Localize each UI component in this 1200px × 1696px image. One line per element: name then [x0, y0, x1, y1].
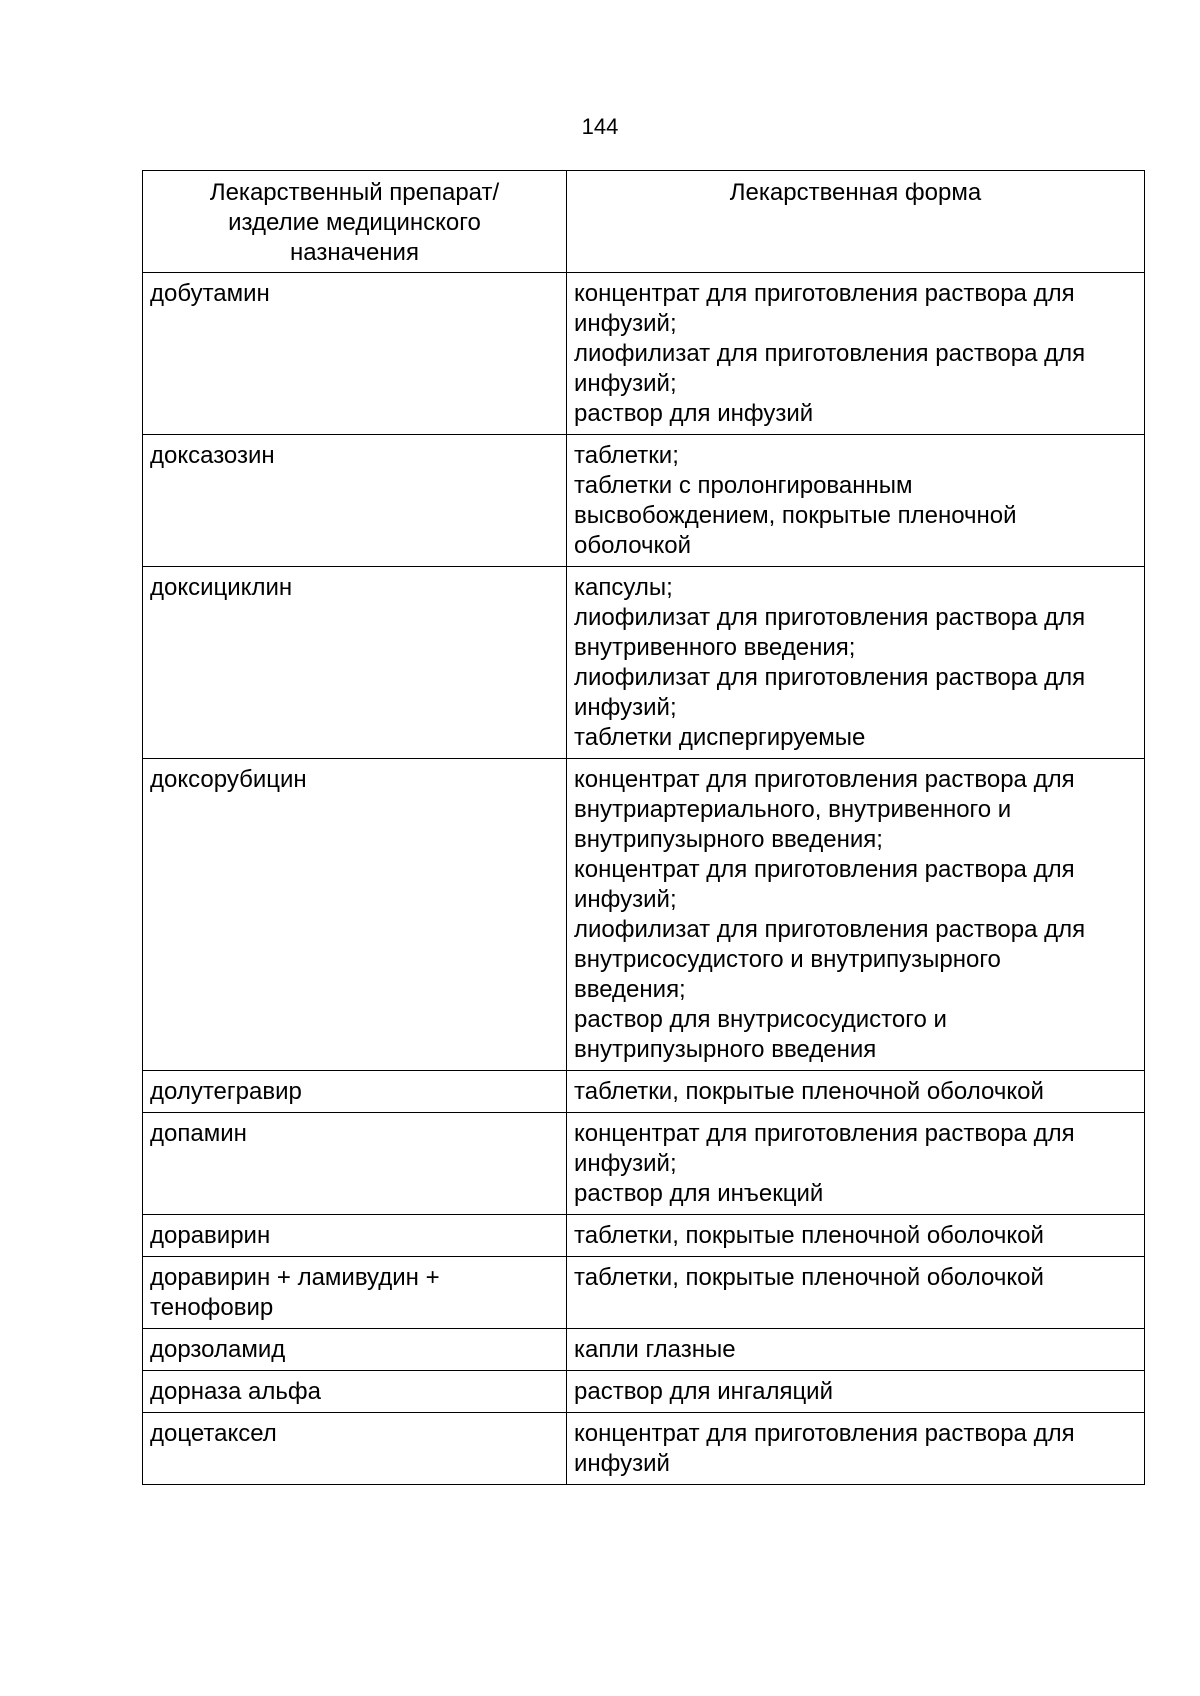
drug-name-cell: долутегравир: [143, 1071, 567, 1113]
table-row: [143, 1071, 1145, 1113]
header-drug-line: назначения: [290, 239, 419, 266]
table-row: [143, 1371, 1145, 1413]
dosage-form-line: лиофилизат для приготовления раствора для: [574, 604, 1086, 631]
dosage-form-line: концентрат для приготовления раствора для: [574, 1120, 1075, 1147]
dosage-form-line: раствор для внутрисосудистого и: [574, 1006, 947, 1033]
dosage-form-cell: [567, 273, 1145, 435]
header-form-line: Лекарственная форма: [729, 179, 982, 206]
drug-name-cell: доравирин: [143, 1215, 567, 1257]
dosage-form-line: таблетки, покрытые пленочной оболочкой: [574, 1078, 1044, 1105]
dosage-form-line: таблетки диспергируемые: [574, 724, 866, 751]
page-number: 144: [581, 114, 619, 139]
dosage-form-line: внутрипузырного введения: [574, 1036, 877, 1063]
dosage-form-line: инфузий;: [574, 1150, 677, 1177]
dosage-form-line: концентрат для приготовления раствора для: [574, 1420, 1075, 1447]
dosage-form-line: таблетки, покрытые пленочной оболочкой: [574, 1264, 1044, 1291]
table-row: [143, 1215, 1145, 1257]
table-row: [143, 435, 1145, 567]
dosage-form-cell: [567, 759, 1145, 1071]
dosage-form-line: оболочкой: [574, 532, 692, 559]
dosage-form-line: лиофилизат для приготовления раствора для: [574, 340, 1086, 367]
dosage-form-cell: [567, 1071, 1145, 1113]
dosage-form-line: высвобождением, покрытые пленочной: [574, 502, 1017, 529]
table-header-row: [143, 171, 1145, 273]
dosage-form-line: таблетки, покрытые пленочной оболочкой: [574, 1222, 1044, 1249]
dosage-form-line: внутрисосудистого и внутрипузырного: [574, 946, 1001, 973]
table-row: [143, 1329, 1145, 1371]
drug-name-cell: добутамин: [143, 273, 567, 435]
drug-name-cell: дорзоламид: [143, 1329, 567, 1371]
dosage-form-line: инфузий;: [574, 886, 677, 913]
drug-name-cell: дорназа альфа: [143, 1371, 567, 1413]
drug-name-cell: доцетаксел: [143, 1413, 567, 1485]
table-row: [143, 273, 1145, 435]
drug-name-cell: доравирин + ламивудин + тенофовир: [143, 1257, 567, 1329]
table-row: [143, 1113, 1145, 1215]
dosage-form-line: концентрат для приготовления раствора для: [574, 856, 1075, 883]
dosage-form-line: таблетки;: [574, 442, 679, 469]
drug-table: [142, 170, 1145, 1485]
dosage-form-line: концентрат для приготовления раствора для: [574, 766, 1075, 793]
dosage-form-line: капсулы;: [574, 574, 673, 601]
header-drug-line: Лекарственный препарат/: [209, 179, 500, 206]
dosage-form-cell: [567, 567, 1145, 759]
table-row: [143, 1413, 1145, 1485]
dosage-form-line: лиофилизат для приготовления раствора для: [574, 664, 1086, 691]
dosage-form-line: раствор для инфузий: [574, 400, 814, 427]
dosage-form-cell: [567, 1113, 1145, 1215]
dosage-form-line: внутривенного введения;: [574, 634, 856, 661]
dosage-form-line: концентрат для приготовления раствора для: [574, 280, 1075, 307]
header-drug: [143, 171, 567, 273]
table-row: [143, 759, 1145, 1071]
drug-name-cell: доксорубицин: [143, 759, 567, 1071]
header-form: [567, 171, 1145, 273]
dosage-form-line: таблетки с пролонгированным: [574, 472, 913, 499]
header-drug-line: изделие медицинского: [228, 209, 481, 236]
dosage-form-line: раствор для ингаляций: [574, 1378, 833, 1405]
dosage-form-line: раствор для инъекций: [574, 1180, 824, 1207]
dosage-form-cell: [567, 1215, 1145, 1257]
drug-name-cell: доксазозин: [143, 435, 567, 567]
dosage-form-line: инфузий;: [574, 310, 677, 337]
table-row: [143, 1257, 1145, 1329]
dosage-form-line: лиофилизат для приготовления раствора для: [574, 916, 1086, 943]
dosage-form-line: инфузий;: [574, 694, 677, 721]
dosage-form-cell: [567, 1329, 1145, 1371]
table-header: [143, 171, 1145, 273]
dosage-form-cell: [567, 1413, 1145, 1485]
dosage-form-line: внутрипузырного введения;: [574, 826, 883, 853]
dosage-form-line: инфузий: [574, 1450, 670, 1477]
dosage-form-line: внутриартериального, внутривенного и: [574, 796, 1012, 823]
dosage-form-cell: [567, 1257, 1145, 1329]
table-row: [143, 567, 1145, 759]
dosage-form-line: введения;: [574, 976, 686, 1003]
dosage-form-cell: [567, 435, 1145, 567]
dosage-form-line: капли глазные: [574, 1336, 736, 1363]
drug-name-cell: допамин: [143, 1113, 567, 1215]
dosage-form-cell: [567, 1371, 1145, 1413]
drug-name-cell: доксициклин: [143, 567, 567, 759]
dosage-form-line: инфузий;: [574, 370, 677, 397]
table-body: [143, 273, 1145, 1485]
